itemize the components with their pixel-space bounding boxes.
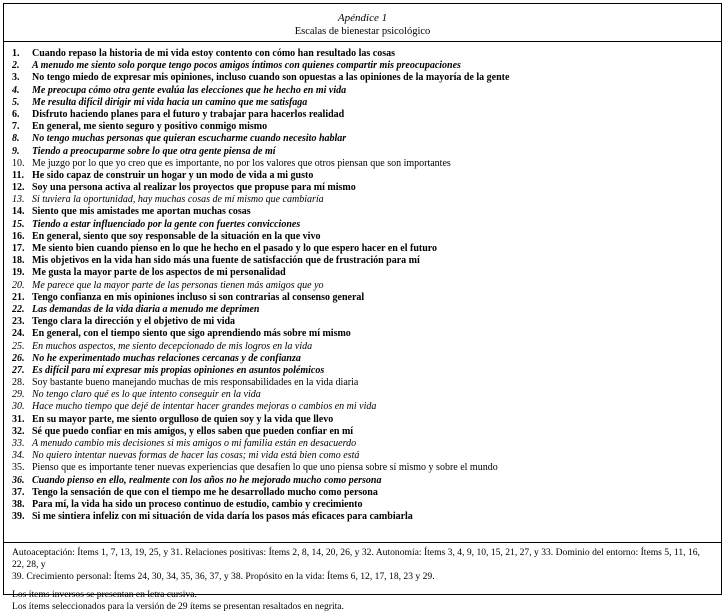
item-text: En general, siento que soy responsable de la situación en la que vivo [32, 230, 321, 242]
list-item [12, 255, 713, 267]
item-text: En su mayor parte, me siento orgulloso de quien soy y la vida que llevo [32, 413, 334, 425]
item-number: 19. [12, 267, 25, 279]
item-text: Me preocupa cómo otra gente evalúa las elecciones que he hecho en mi vida [32, 84, 347, 96]
item-text: No tengo miedo de expresar mis opiniones, incluso cuando son opuestas a las opiniones de la mayoría de la gente [32, 72, 510, 84]
item-text: Me resulta difícil dirigir mi vida hacia un camino que me satisfaga [32, 96, 308, 108]
item-text: He sido capaz de construir un hogar y un modo de vida a mi gusto [32, 169, 314, 181]
item-number: 13. [12, 194, 25, 206]
appendix-header [4, 4, 721, 42]
item-text: Cuando repaso la historia de mi vida estoy contento con cómo han resultado las cosas [32, 48, 395, 59]
item-number: 23. [12, 316, 25, 328]
list-item [12, 194, 713, 206]
item-text: Cuando pienso en ello, realmente con los años no he mejorado mucho como persona [32, 474, 382, 486]
list-item [12, 353, 713, 365]
appendix-subtitle: Escalas de bienestar psicológico [294, 26, 431, 37]
list-item [12, 316, 713, 328]
list-item [12, 206, 713, 218]
item-number: 15. [12, 218, 25, 230]
list-item [12, 170, 713, 182]
item-number: 1. [12, 48, 20, 59]
table-notes [12, 547, 713, 613]
item-number: 37. [12, 486, 25, 498]
item-text: Tengo la sensación de que con el tiempo me he desarrollado mucho como persona [32, 486, 378, 498]
item-number: 27. [12, 364, 25, 376]
item-text: Hace mucho tiempo que dejé de intentar hacer grandes mejoras o cambios en mi vida [32, 401, 377, 413]
item-text: Las demandas de la vida diaria a menudo me deprimen [32, 303, 260, 315]
footer-divider [4, 542, 721, 543]
item-text: Si tuviera la oportunidad, hay muchas cosas de mí mismo que cambiaría [32, 194, 324, 206]
item-number: 6. [12, 108, 20, 120]
item-number: 9. [12, 145, 20, 157]
appendix-title: Apéndice 1 [337, 12, 388, 24]
item-text: A menudo me siento solo porque tengo pocos amigos íntimos con quienes compartir mis preocupaciones [32, 60, 461, 72]
item-number: 5. [12, 96, 20, 108]
list-item [12, 365, 713, 377]
item-text: Soy una persona activa al realizar los proyectos que propuse para mí mismo [32, 182, 356, 194]
item-number: 14. [12, 206, 25, 218]
item-number: 36. [12, 474, 25, 486]
item-text: No tengo claro qué es lo que intento conseguir en la vida [32, 389, 261, 401]
list-item [12, 426, 713, 438]
list-item [12, 511, 713, 523]
list-item [12, 341, 713, 353]
item-number: 7. [12, 121, 20, 133]
list-item [12, 377, 713, 389]
item-text: Tiendo a estar influenciado por la gente con fuertes convicciones [32, 218, 301, 230]
scales-note-line-1: Autoaceptación: Ítems 1, 7, 13, 19, 25, y 31. Relaciones positivas: Ítems 2, 8, 14, 20, 26, y 32. Autonomía: Ítems 3, 4, 9, 10, 15, 21, 27, y 33. Dominio del entorno: Ítems 5, 11, 16, 22, 28, y [12, 547, 700, 570]
item-number: 8. [12, 133, 20, 145]
list-item [12, 146, 713, 158]
item-number: 11. [12, 169, 24, 181]
list-item [12, 462, 713, 474]
list-item [12, 48, 713, 60]
item-text: En general, me siento seguro y positivo conmigo mismo [32, 121, 268, 133]
list-item [12, 72, 713, 84]
item-text: Sé que puedo confiar en mis amigos, y ellos saben que pueden confiar en mí [32, 425, 354, 437]
item-text: No quiero intentar nuevas formas de hacer las cosas; mi vida está bien como está [32, 450, 360, 462]
list-item [12, 182, 713, 194]
item-number: 18. [12, 255, 25, 267]
list-item [12, 133, 713, 145]
item-number: 10. [12, 157, 25, 169]
item-text: Me parece que la mayor parte de las personas tienen más amigos que yo [32, 279, 324, 291]
item-number: 29. [12, 389, 25, 401]
header-divider [4, 41, 721, 42]
list-item [12, 97, 713, 109]
item-text: A menudo cambio mis decisiones si mis amigos o mi familia están en desacuerdo [32, 438, 357, 449]
item-number: 16. [12, 230, 25, 242]
item-number: 26. [12, 352, 25, 364]
item-text: Es difícil para mí expresar mis propias opiniones en asuntos polémicos [32, 364, 325, 376]
item-number: 39. [12, 511, 25, 523]
item-number: 24. [12, 328, 25, 340]
list-item [12, 401, 713, 413]
item-number: 4. [12, 84, 20, 96]
item-text: Soy bastante bueno manejando muchas de mis responsabilidades en la vida diaria [32, 377, 359, 389]
item-number: 33. [12, 438, 25, 449]
list-item [12, 219, 713, 231]
item-text: Me gusta la mayor parte de los aspectos de mi personalidad [32, 267, 286, 279]
list-item [12, 328, 713, 340]
item-text: Me juzgo por lo que yo creo que es importante, no por los valores que otros piensan que son importantes [32, 157, 451, 169]
item-number: 35. [12, 462, 25, 474]
item-number: 30. [12, 401, 25, 413]
list-item [12, 487, 713, 499]
appendix-table [3, 3, 722, 612]
item-number: 38. [12, 498, 25, 510]
list-item [12, 121, 713, 133]
item-number: 32. [12, 425, 25, 437]
item-text: Para mí, la vida ha sido un proceso continuo de estudio, cambio y crecimiento [32, 498, 363, 510]
item-number: 12. [12, 182, 25, 194]
item-number: 3. [12, 72, 20, 84]
scales-note-line-2: 39. Crecimiento personal: Ítems 24, 30, 34, 35, 36, 37, y 38. Propósito en la vida: Ítems 6, 12, 17, 18, 23 y 29. [12, 571, 435, 582]
item-number: 31. [12, 413, 25, 425]
list-item [12, 158, 713, 170]
list-item [12, 292, 713, 304]
item-number: 22. [12, 303, 25, 315]
item-text: Tengo confianza en mis opiniones incluso si son contrarias al consenso general [32, 291, 365, 303]
item-number: 20. [12, 279, 25, 291]
list-item [12, 450, 713, 462]
list-item [12, 499, 713, 511]
list-item [12, 231, 713, 243]
item-text: Disfruto haciendo planes para el futuro y trabajar para hacerlos realidad [32, 108, 345, 120]
list-item [12, 243, 713, 255]
item-number: 17. [12, 243, 25, 254]
item-number: 28. [12, 377, 25, 389]
item-number: 25. [12, 340, 25, 352]
item-text: Mis objetivos en la vida han sido más una fuente de satisfacción que de frustración para mí [32, 255, 420, 267]
item-text: Siento que mis amistades me aportan muchas cosas [32, 206, 251, 218]
list-item [12, 85, 713, 97]
item-list [12, 48, 713, 523]
item-number: 34. [12, 450, 25, 462]
list-item [12, 414, 713, 426]
item-text: En general, con el tiempo siento que sigo aprendiendo más sobre mí mismo [32, 328, 351, 340]
item-text: Me siento bien cuando pienso en lo que he hecho en el pasado y lo que espero hacer en el futuro [32, 243, 438, 254]
list-item [12, 60, 713, 72]
list-item [12, 304, 713, 316]
list-item [12, 267, 713, 279]
list-item [12, 475, 713, 487]
item-text: Si me sintiera infeliz con mi situación de vida daría los pasos más eficaces para cambiarla [32, 511, 413, 523]
item-text: Tengo clara la dirección y el objetivo de mi vida [32, 316, 236, 328]
item-text: No tengo muchas personas que quieran escucharme cuando necesito hablar [32, 133, 347, 145]
item-text: Tiendo a preocuparme sobre lo que otra gente piensa de mí [32, 145, 276, 157]
item-number: 2. [12, 60, 20, 72]
list-item [12, 280, 713, 292]
selected-items-note: Los ítems seleccionados para la versión de 29 ítems se presentan resaltados en negrita. [12, 601, 344, 612]
list-item [12, 389, 713, 401]
item-text: No he experimentado muchas relaciones cercanas y de confianza [32, 352, 301, 364]
list-item [12, 109, 713, 121]
item-number: 21. [12, 291, 25, 303]
item-text: Pienso que es importante tener nuevas experiencias que desafíen lo que uno piensa sobre sí mismo y sobre el mundo [32, 462, 498, 474]
reverse-items-note: Los ítems inversos se presentan en letra cursiva. [12, 589, 197, 600]
item-text: En muchos aspectos, me siento decepcionado de mis logros en la vida [32, 340, 313, 352]
list-item [12, 438, 713, 450]
